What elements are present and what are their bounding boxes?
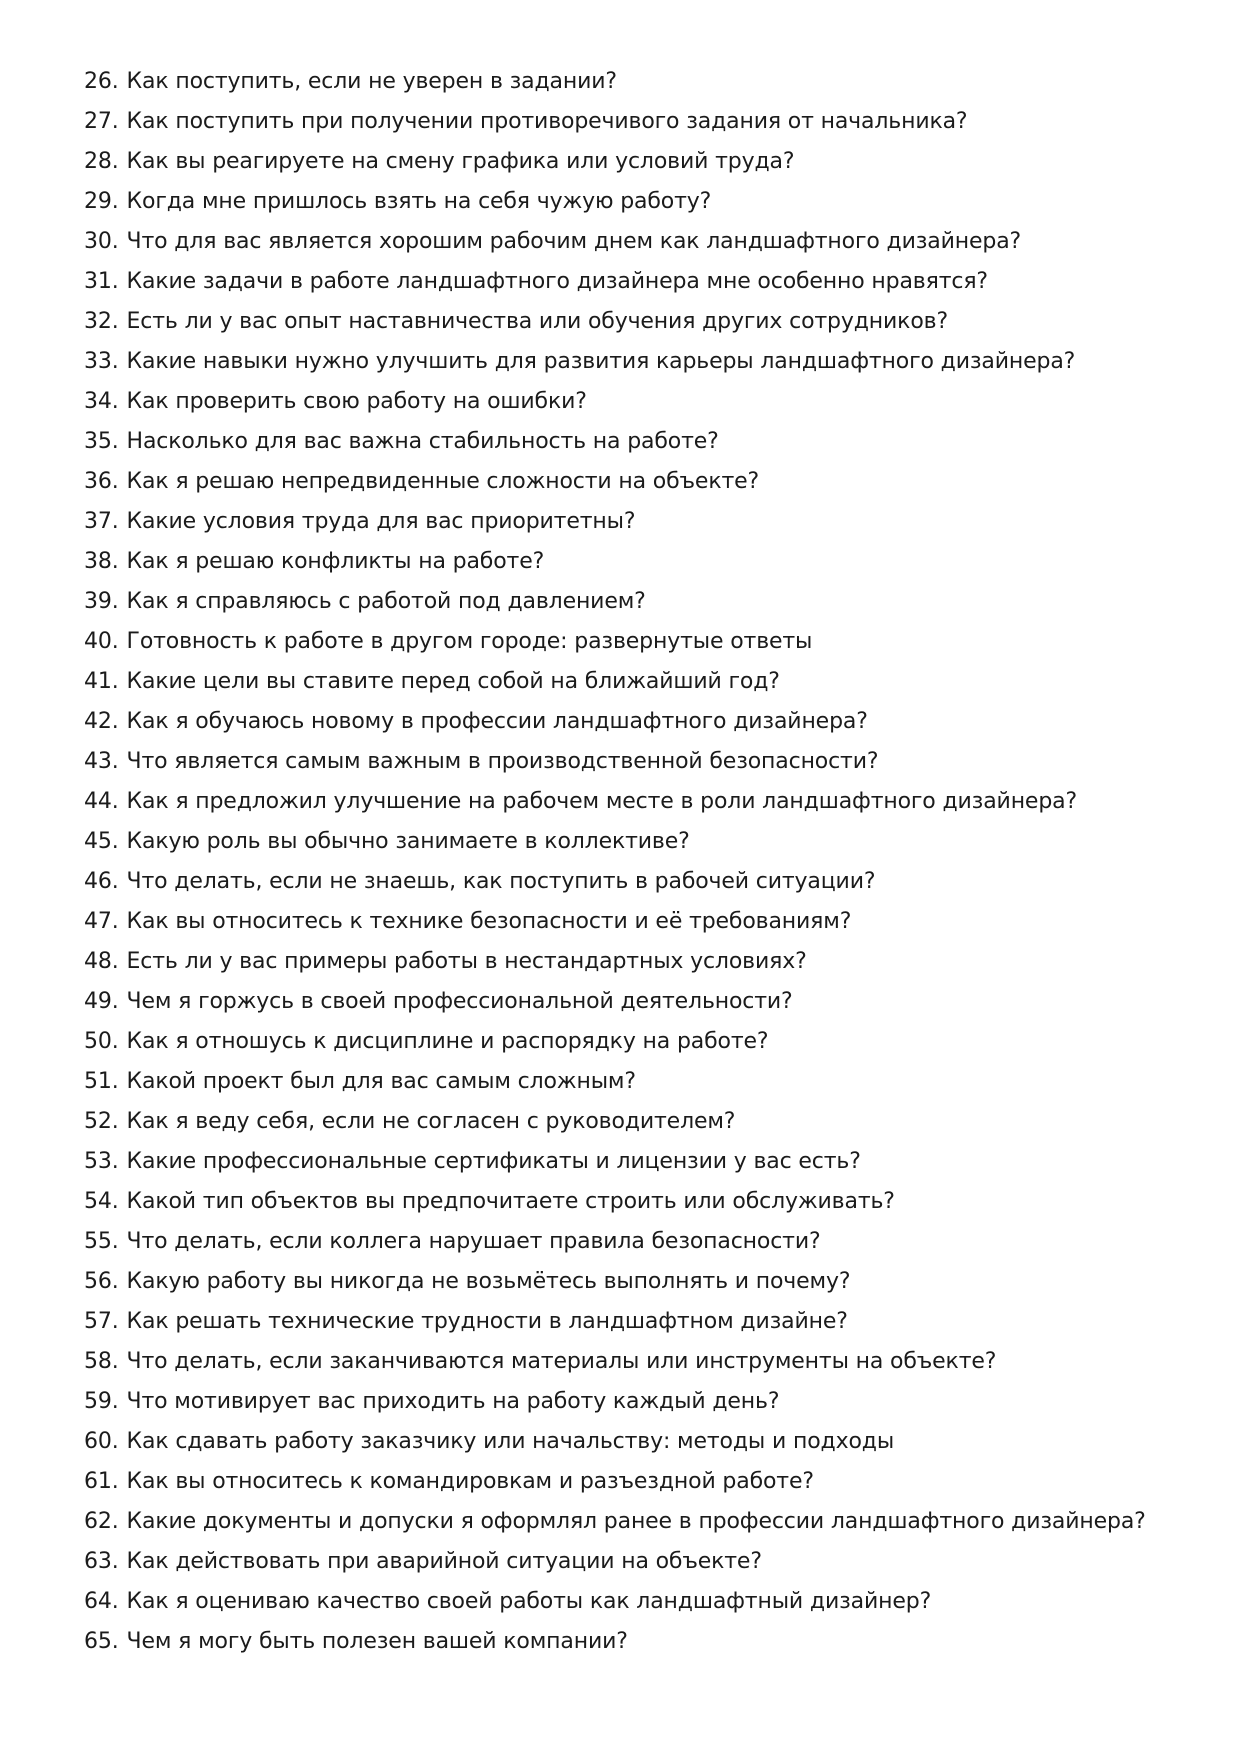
question-text: Какую роль вы обычно занимаете в коллективе? <box>126 829 690 854</box>
question-item <box>84 1342 1204 1382</box>
question-text: Какие документы и допуски я оформлял ранее в профессии ландшафтного дизайнера? <box>126 1509 1146 1534</box>
question-number: 57 . <box>84 1302 119 1342</box>
question-item <box>84 262 1204 302</box>
question-number: 38 . <box>84 542 119 582</box>
question-text: Как поступить, если не уверен в задании? <box>126 69 617 94</box>
question-item <box>84 102 1204 142</box>
question-number: 26 . <box>84 62 119 102</box>
question-number: 51 . <box>84 1062 119 1102</box>
question-item <box>84 62 1204 102</box>
question-text: Какие профессиональные сертификаты и лицензии у вас есть? <box>126 1149 861 1174</box>
question-item <box>84 1222 1204 1262</box>
question-number: 33 . <box>84 342 119 382</box>
question-number: 53 . <box>84 1142 119 1182</box>
question-number: 42 . <box>84 702 119 742</box>
question-item <box>84 182 1204 222</box>
question-number: 28 . <box>84 142 119 182</box>
question-text: Что для вас является хорошим рабочим днем как ландшафтного дизайнера? <box>126 229 1022 254</box>
question-number: 40 . <box>84 622 119 662</box>
question-number: 64 . <box>84 1582 119 1622</box>
question-item <box>84 1622 1204 1662</box>
question-number: 46 . <box>84 862 119 902</box>
question-number: 37 . <box>84 502 119 542</box>
question-item <box>84 1142 1204 1182</box>
question-item <box>84 782 1204 822</box>
question-number: 43 . <box>84 742 119 782</box>
question-item <box>84 702 1204 742</box>
question-item <box>84 342 1204 382</box>
question-number: 30 . <box>84 222 119 262</box>
question-number: 35 . <box>84 422 119 462</box>
question-number: 49 . <box>84 982 119 1022</box>
question-number: 50 . <box>84 1022 119 1062</box>
question-list <box>84 62 1204 1662</box>
question-text: Как я отношусь к дисциплине и распорядку на работе? <box>126 1029 769 1054</box>
question-number: 62 . <box>84 1502 119 1542</box>
question-item <box>84 502 1204 542</box>
question-item <box>84 1382 1204 1422</box>
question-number: 59 . <box>84 1382 119 1422</box>
question-number: 44 . <box>84 782 119 822</box>
question-text: Как вы относитесь к командировкам и разъездной работе? <box>126 1469 814 1494</box>
question-item <box>84 1102 1204 1142</box>
question-text: Как я обучаюсь новому в профессии ландшафтного дизайнера? <box>126 709 868 734</box>
question-item <box>84 1022 1204 1062</box>
question-text: Как вы относитесь к технике безопасности и её требованиям? <box>126 909 852 934</box>
question-text: Насколько для вас важна стабильность на работе? <box>126 429 719 454</box>
question-item <box>84 822 1204 862</box>
question-text: Что делать, если не знаешь, как поступить в рабочей ситуации? <box>126 869 876 894</box>
question-number: 41 . <box>84 662 119 702</box>
question-text: Какие задачи в работе ландшафтного дизайнера мне особенно нравятся? <box>126 269 988 294</box>
question-item <box>84 1542 1204 1582</box>
question-item <box>84 462 1204 502</box>
question-text: Что делать, если заканчиваются материалы или инструменты на объекте? <box>126 1349 997 1374</box>
question-item <box>84 382 1204 422</box>
question-text: Какой тип объектов вы предпочитаете строить или обслуживать? <box>126 1189 895 1214</box>
question-item <box>84 1462 1204 1502</box>
question-number: 65 . <box>84 1622 119 1662</box>
question-number: 27 . <box>84 102 119 142</box>
question-item <box>84 1262 1204 1302</box>
question-number: 63 . <box>84 1542 119 1582</box>
question-number: 55 . <box>84 1222 119 1262</box>
question-text: Какие навыки нужно улучшить для развития карьеры ландшафтного дизайнера? <box>126 349 1076 374</box>
question-number: 52 . <box>84 1102 119 1142</box>
question-number: 31 . <box>84 262 119 302</box>
question-item <box>84 542 1204 582</box>
question-item <box>84 982 1204 1022</box>
question-text: Какие цели вы ставите перед собой на ближайший год? <box>126 669 780 694</box>
question-text: Как я справляюсь с работой под давлением? <box>126 589 646 614</box>
question-text: Готовность к работе в другом городе: развернутые ответы <box>126 629 813 654</box>
question-item <box>84 1502 1204 1542</box>
question-number: 29 . <box>84 182 119 222</box>
question-text: Когда мне пришлось взять на себя чужую работу? <box>126 189 712 214</box>
question-item <box>84 862 1204 902</box>
question-text: Как действовать при аварийной ситуации на объекте? <box>126 1549 762 1574</box>
question-number: 47 . <box>84 902 119 942</box>
question-text: Как решать технические трудности в ландшафтном дизайне? <box>126 1309 848 1334</box>
question-number: 48 . <box>84 942 119 982</box>
question-text: Как я веду себя, если не согласен с руководителем? <box>126 1109 736 1134</box>
question-item <box>84 1302 1204 1342</box>
question-item <box>84 742 1204 782</box>
question-text: Чем я горжусь в своей профессиональной деятельности? <box>126 989 793 1014</box>
question-text: Как сдавать работу заказчику или начальству: методы и подходы <box>126 1429 895 1454</box>
question-item <box>84 302 1204 342</box>
question-number: 54 . <box>84 1182 119 1222</box>
question-text: Как вы реагируете на смену графика или условий труда? <box>126 149 795 174</box>
question-text: Что является самым важным в производственной безопасности? <box>126 749 879 774</box>
question-text: Как проверить свою работу на ошибки? <box>126 389 587 414</box>
question-text: Какую работу вы никогда не возьмётесь выполнять и почему? <box>126 1269 851 1294</box>
question-item <box>84 902 1204 942</box>
question-item <box>84 942 1204 982</box>
question-text: Как я предложил улучшение на рабочем месте в роли ландшафтного дизайнера? <box>126 789 1077 814</box>
question-number: 58 . <box>84 1342 119 1382</box>
question-text: Как я решаю непредвиденные сложности на объекте? <box>126 469 760 494</box>
question-item <box>84 142 1204 182</box>
question-text: Чем я могу быть полезен вашей компании? <box>126 1629 628 1654</box>
question-item <box>84 1182 1204 1222</box>
question-number: 56 . <box>84 1262 119 1302</box>
question-text: Есть ли у вас примеры работы в нестандартных условиях? <box>126 949 807 974</box>
question-text: Какой проект был для вас самым сложным? <box>126 1069 636 1094</box>
question-text: Как я оцениваю качество своей работы как ландшафтный дизайнер? <box>126 1589 932 1614</box>
question-number: 60 . <box>84 1422 119 1462</box>
question-text: Как я решаю конфликты на работе? <box>126 549 545 574</box>
question-number: 39 . <box>84 582 119 622</box>
question-item <box>84 1062 1204 1102</box>
question-number: 61 . <box>84 1462 119 1502</box>
question-text: Какие условия труда для вас приоритетны? <box>126 509 636 534</box>
question-text: Что мотивирует вас приходить на работу каждый день? <box>126 1389 780 1414</box>
question-item <box>84 582 1204 622</box>
question-number: 34 . <box>84 382 119 422</box>
question-number: 32 . <box>84 302 119 342</box>
question-item <box>84 662 1204 702</box>
question-item <box>84 1422 1204 1462</box>
question-item <box>84 1582 1204 1622</box>
question-item <box>84 622 1204 662</box>
question-text: Как поступить при получении противоречивого задания от начальника? <box>126 109 968 134</box>
question-number: 36 . <box>84 462 119 502</box>
question-item <box>84 222 1204 262</box>
question-item <box>84 422 1204 462</box>
question-text: Что делать, если коллега нарушает правила безопасности? <box>126 1229 821 1254</box>
question-number: 45 . <box>84 822 119 862</box>
question-text: Есть ли у вас опыт наставничества или обучения других сотрудников? <box>126 309 948 334</box>
